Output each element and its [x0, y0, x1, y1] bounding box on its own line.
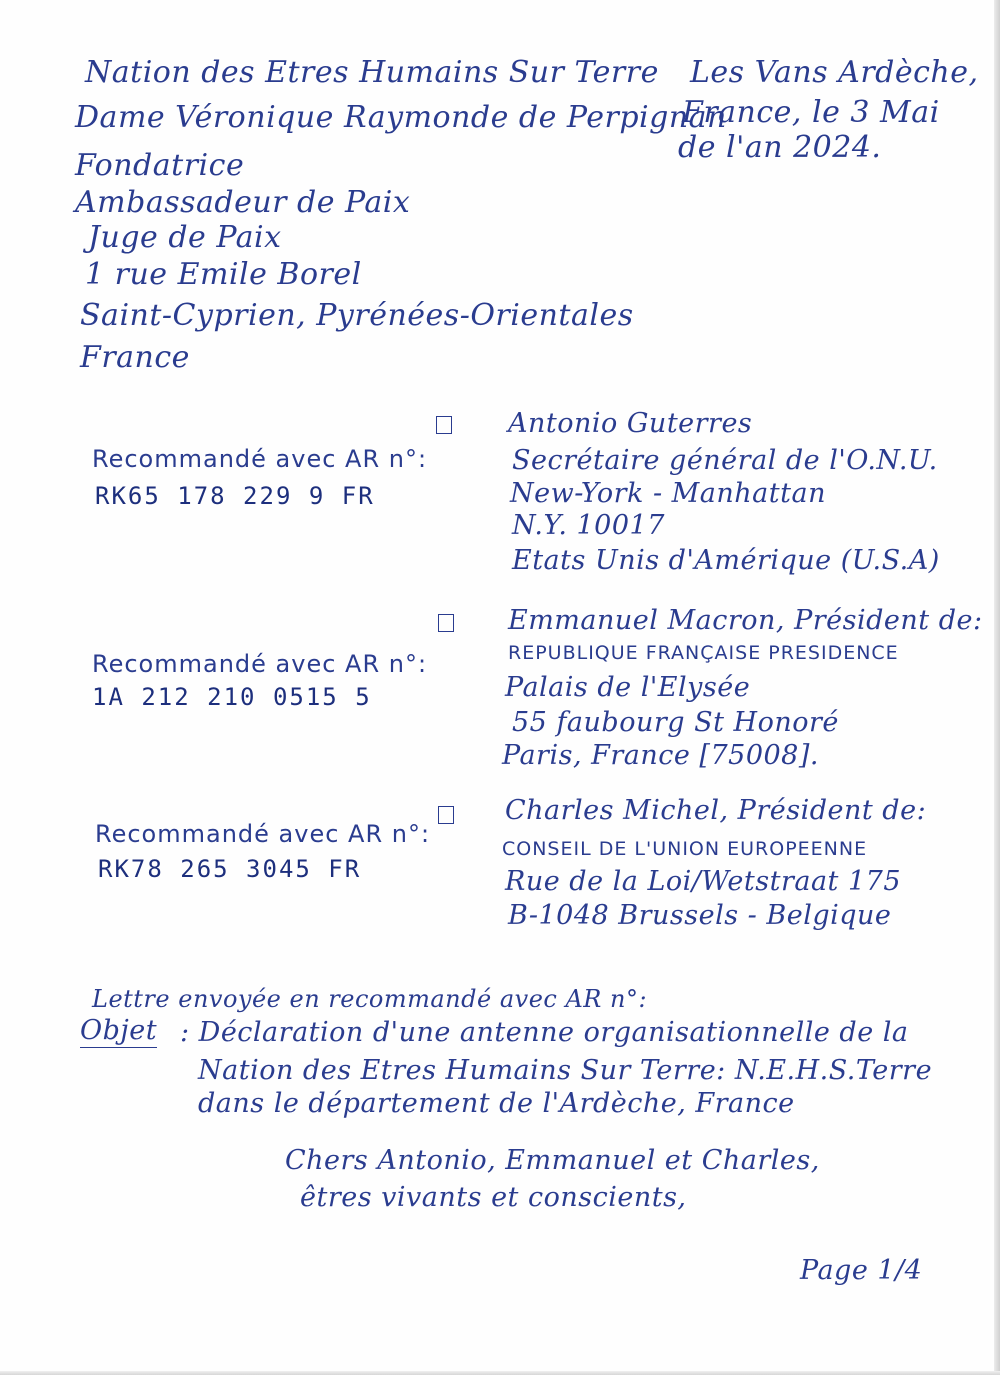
- date-line: de l'an 2024.: [678, 130, 882, 165]
- recipient-line: Paris, France [75008].: [502, 740, 819, 771]
- recipient-line: CONSEIL DE L'UNION EUROPEENNE: [502, 838, 868, 860]
- recipient-line: Secrétaire général de l'O.N.U.: [512, 445, 938, 476]
- sent-registered-line: Lettre envoyée en recommandé avec AR n°:: [92, 985, 648, 1013]
- recipient-name: Antonio Guterres: [508, 408, 753, 439]
- recipient-line: N.Y. 10017: [512, 510, 665, 541]
- checkbox: [436, 416, 452, 434]
- registered-mail-label: Recommandé avec AR n°:: [95, 820, 431, 848]
- sender-line-role-founder: Fondatrice: [75, 148, 245, 183]
- place-line-1: Les Vans Ardèche,: [690, 55, 979, 90]
- salutation-line-1: Chers Antonio, Emmanuel et Charles,: [285, 1145, 820, 1176]
- recipient-name: Emmanuel Macron, Président de:: [508, 605, 983, 636]
- sender-line-nation: Nation des Etres Humains Sur Terre: [85, 55, 659, 90]
- tracking-number: RK65 178 229 9 FR: [95, 482, 375, 510]
- scan-edge: [0, 1371, 1000, 1375]
- place-line-2: France, le 3 Mai: [682, 95, 940, 130]
- object-line-1: : Déclaration d'une antenne organisationnelle de la: [180, 1017, 909, 1048]
- recipient-line: Rue de la Loi/Wetstraat 175: [505, 866, 902, 897]
- registered-mail-label: Recommandé avec AR n°:: [92, 445, 428, 473]
- checkbox: [438, 806, 454, 824]
- tracking-number: 1A 212 210 0515 5: [92, 683, 372, 711]
- object-line-2: Nation des Etres Humains Sur Terre: N.E.H.S.Terre: [198, 1055, 933, 1086]
- recipient-line: Palais de l'Elysée: [505, 672, 751, 703]
- sender-line-role-ambassador: Ambassadeur de Paix: [75, 185, 411, 220]
- checkbox: [438, 614, 454, 632]
- recipient-line: New-York - Manhattan: [510, 478, 826, 509]
- recipient-line: 55 faubourg St Honoré: [512, 707, 839, 738]
- object-line-3: dans le département de l'Ardèche, France: [198, 1088, 795, 1119]
- page-number: Page 1/4: [800, 1255, 923, 1286]
- registered-mail-label: Recommandé avec AR n°:: [92, 650, 428, 678]
- scan-edge: [994, 0, 1000, 1375]
- salutation-line-2: êtres vivants et conscients,: [300, 1182, 687, 1213]
- recipient-line: B-1048 Brussels - Belgique: [508, 900, 892, 931]
- sender-line-role-judge: Juge de Paix: [88, 220, 282, 255]
- sender-line-country: France: [80, 340, 190, 375]
- recipient-line: REPUBLIQUE FRANÇAISE PRESIDENCE: [508, 642, 899, 664]
- sender-line-city: Saint-Cyprien, Pyrénées-Orientales: [80, 298, 634, 333]
- recipient-line: Etats Unis d'Amérique (U.S.A): [512, 545, 940, 576]
- object-label: Objet: [80, 1015, 158, 1046]
- sender-line-name: Dame Véronique Raymonde de Perpignan: [75, 100, 727, 135]
- tracking-number: RK78 265 3045 FR: [98, 855, 362, 883]
- recipient-name: Charles Michel, Président de:: [505, 795, 927, 826]
- sender-line-street: 1 rue Emile Borel: [85, 257, 362, 292]
